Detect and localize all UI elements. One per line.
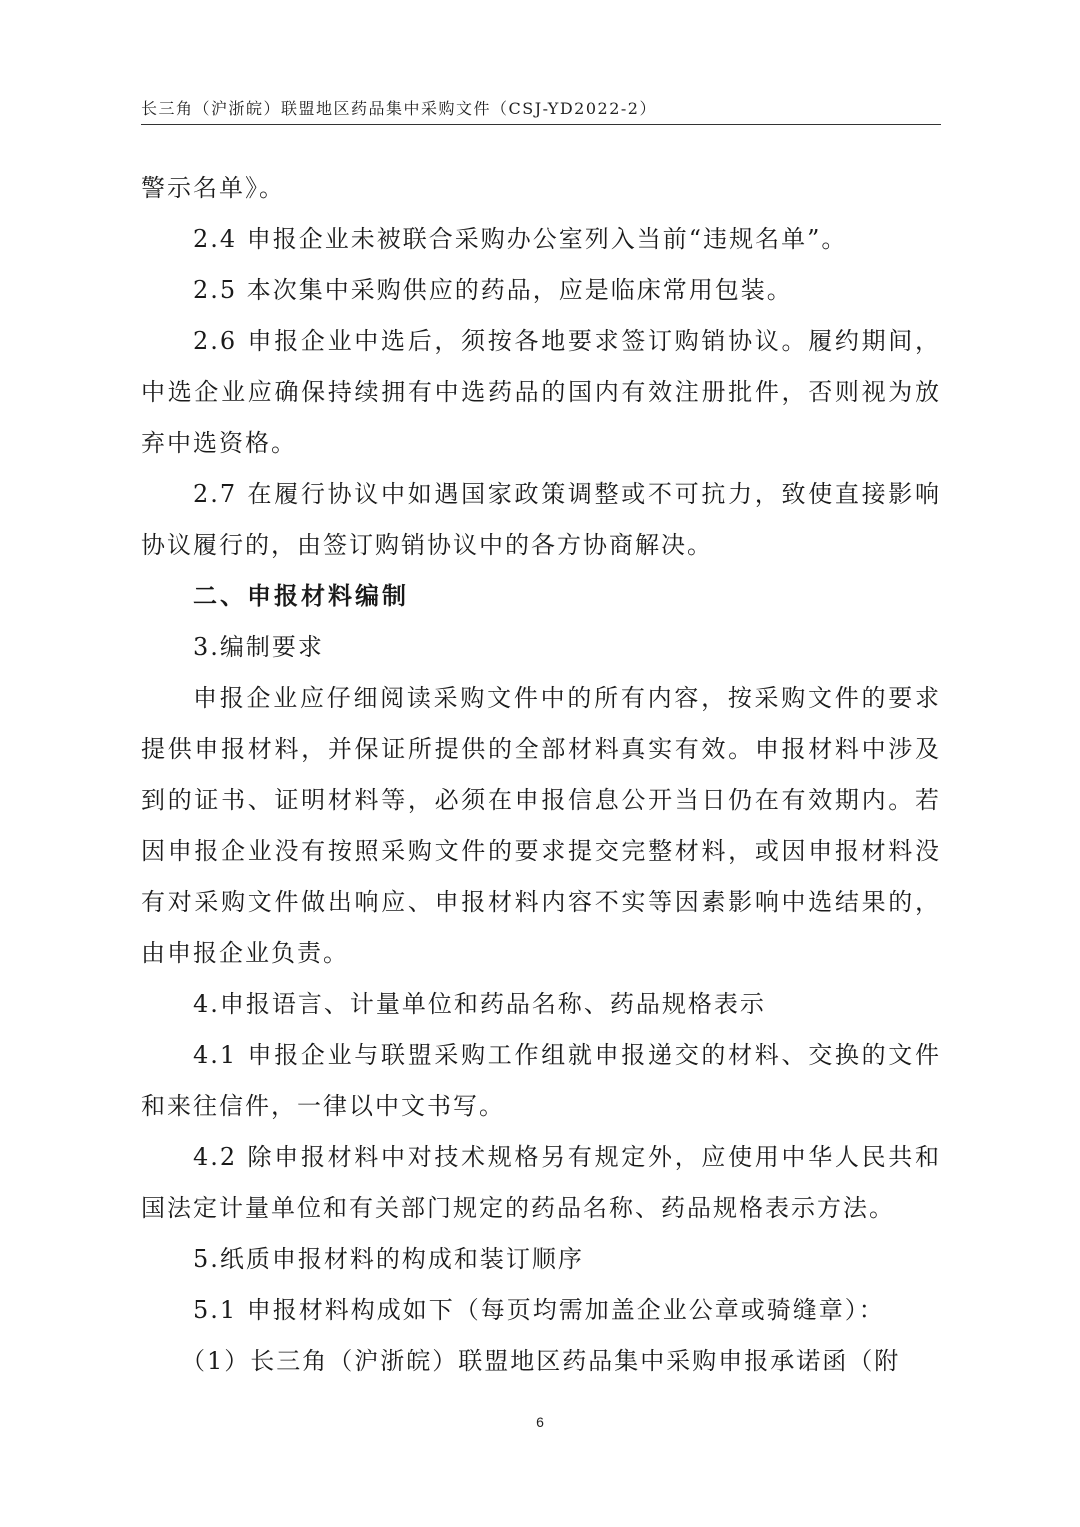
paragraph-3-requirements: 申报企业应仔细阅读采购文件中的所有内容，按采购文件的要求提供申报材料，并保证所提供的全部材料真实有效。申报材料中涉及到的证书、证明材料等，必须在申报信息公开当日仍在有效期内。若因申报企业没有按照采购文件的要求提交完整材料，或因申报材料没有对采购文件做出响应、申报材料内容不实等因素影响中选结果的，由申报企业负责。	[141, 684, 941, 967]
page-number: 6	[536, 1414, 544, 1430]
list-item-1: （1）长三角（沪浙皖）联盟地区药品集中采购申报承诺函（附	[181, 1347, 901, 1375]
section-heading-2: 二、申报材料编制	[193, 582, 409, 610]
paragraph-2-6: 2.6 申报企业中选后，须按各地要求签订购销协议。履约期间，中选企业应确保持续拥有中选药品的国内有效注册批件，否则视为放弃中选资格。	[141, 327, 941, 457]
subheading-3: 3.编制要求	[193, 633, 324, 661]
paragraph-2-4: 2.4 申报企业未被联合采购办公室列入当前“违规名单”。	[193, 225, 848, 253]
paragraph-4-2: 4.2 除申报材料中对技术规格另有规定外，应使用中华人民共和国法定计量单位和有关部门规定的药品名称、药品规格表示方法。	[141, 1143, 941, 1222]
paragraph-2-7: 2.7 在履行协议中如遇国家政策调整或不可抗力，致使直接影响协议履行的，由签订购销协议中的各方协商解决。	[141, 480, 941, 559]
document-header: 长三角（沪浙皖）联盟地区药品集中采购文件（CSJ-YD2022-2）	[141, 99, 657, 118]
paragraph-4-1: 4.1 申报企业与联盟采购工作组就申报递交的材料、交换的文件和来往信件，一律以中文书写。	[141, 1041, 941, 1120]
paragraph-warning-list-end: 警示名单》。	[141, 174, 285, 202]
header-divider	[141, 124, 941, 125]
subheading-5: 5.纸质申报材料的构成和装订顺序	[193, 1245, 584, 1273]
document-body	[141, 163, 941, 1387]
subheading-4: 4.申报语言、计量单位和药品名称、药品规格表示	[193, 990, 766, 1018]
paragraph-2-5: 2.5 本次集中采购供应的药品，应是临床常用包装。	[193, 276, 793, 304]
paragraph-5-1: 5.1 申报材料构成如下（每页均需加盖企业公章或骑缝章）：	[193, 1296, 885, 1324]
